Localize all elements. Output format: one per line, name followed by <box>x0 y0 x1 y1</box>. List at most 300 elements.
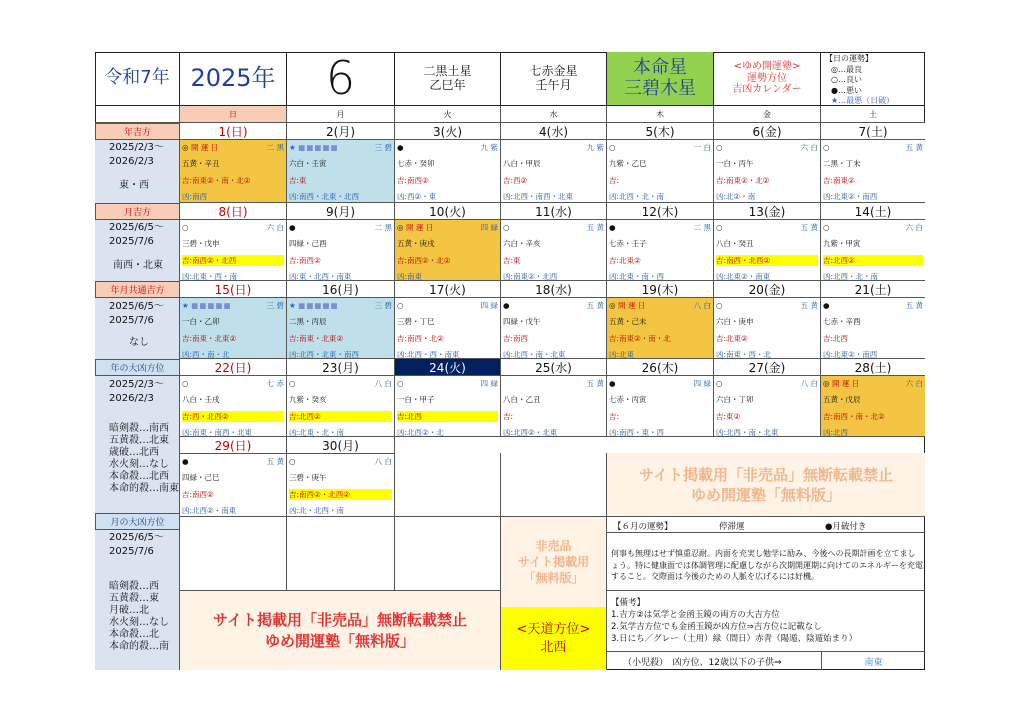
fortune-title-row <box>607 517 925 533</box>
day-cell[interactable] <box>607 359 714 437</box>
day-kichi: 吉:南西・北西② <box>716 255 818 266</box>
day-kichi: 吉:南西・南・北② <box>823 412 885 421</box>
kaiun-label: 開 運 日 <box>617 301 646 310</box>
day-nine-star: 四 緑 <box>480 223 498 232</box>
day-fortune-mark: ● <box>609 379 616 388</box>
day-row-star <box>289 456 392 467</box>
day-kanshi: 五黄・己未 <box>609 317 647 326</box>
month-star-name: 七赤金星 <box>529 63 578 78</box>
day-cell[interactable] <box>180 359 287 437</box>
year-star-name: 二黒土星 <box>423 63 472 78</box>
day-nine-star: 一 白 <box>693 143 711 152</box>
day-kanshi: 七赤・壬子 <box>609 239 647 248</box>
month-kanshi: 壬午月 <box>535 77 572 92</box>
tendo-direction <box>501 607 607 670</box>
day-date: 16(月) <box>287 281 394 298</box>
day-kyo: 凶:北西・北・南 <box>823 272 879 281</box>
day-cell[interactable] <box>287 359 395 437</box>
day-date: 21(土) <box>821 281 925 298</box>
tsuki-kippo-period1: 2025/6/5～ <box>109 222 164 233</box>
day-fortune-mark: ○ <box>503 223 510 232</box>
day-cell[interactable] <box>714 203 821 281</box>
day-kanshi: 九紫・癸亥 <box>289 395 327 404</box>
day-kanshi: 一白・甲子 <box>397 395 435 404</box>
notes-box <box>607 591 925 652</box>
day-row-star <box>716 300 818 311</box>
day-date: 28(土) <box>821 359 925 376</box>
nen-daikyo-item: 水火刻…なし <box>109 459 169 470</box>
day-kichi: 吉:北西② <box>289 411 392 422</box>
day-date: 15(日) <box>180 281 286 298</box>
watermark-bottom <box>180 591 501 670</box>
day-date: 25(水) <box>501 359 606 376</box>
honmei-label: 本命星 <box>633 56 687 78</box>
day-nine-star: 八 白 <box>800 379 818 388</box>
watermark-mid-line3: 「無料版」 <box>523 571 584 585</box>
day-kichi: 吉:西・北西② <box>182 411 284 422</box>
day-row-star <box>397 142 498 153</box>
day-row-star <box>716 142 818 153</box>
day-kanshi: 九紫・乙巳 <box>609 159 647 168</box>
day-kanshi: 五黄・戊辰 <box>823 395 861 404</box>
day-cell[interactable] <box>180 203 287 281</box>
day-cell[interactable] <box>501 359 607 437</box>
day-kichi: 吉:南西②・北西② <box>289 489 392 500</box>
day-nine-star: 五 黄 <box>800 301 818 310</box>
day-nine-star: 八 白 <box>374 379 392 388</box>
day-nine-star: 五 黄 <box>266 457 284 466</box>
nen-daikyo-item: 歳破…北西 <box>109 447 159 458</box>
day-nine-star: 四 緑 <box>693 379 711 388</box>
calendar-month: 6 <box>287 52 395 106</box>
day-cell[interactable] <box>180 437 287 517</box>
kaiun-label: 開 運 日 <box>831 379 860 388</box>
day-date: 11(水) <box>501 203 606 220</box>
common-kippo-header: 年月共通吉方 <box>95 281 180 298</box>
day-nine-star: 七 赤 <box>266 379 284 388</box>
day-date: 14(土) <box>821 203 925 220</box>
day-cell[interactable] <box>501 123 607 203</box>
day-nine-star: 六 白 <box>905 223 923 232</box>
day-cell[interactable] <box>714 281 821 359</box>
honmei-star <box>607 52 714 106</box>
day-date: 4(水) <box>501 123 606 140</box>
day-kichi: 吉: <box>609 176 620 185</box>
day-fortune-mark: ● <box>289 223 296 232</box>
day-fortune-mark: ○ <box>182 223 189 232</box>
day-kanshi: 九紫・甲寅 <box>823 239 861 248</box>
day-fortune-mark: ◎ <box>397 223 404 232</box>
tsuki-daikyo-list <box>109 581 169 653</box>
day-nine-star: 六 白 <box>800 143 818 152</box>
day-nine-star: 九 紫 <box>586 143 604 152</box>
day-fortune-mark: ● <box>503 301 510 310</box>
day-fortune-mark: ★ <box>289 301 296 310</box>
day-date: 19(木) <box>607 281 713 298</box>
day-date: 6(金) <box>714 123 820 140</box>
day-cell[interactable] <box>607 203 714 281</box>
empty-day-cell <box>501 453 607 517</box>
watermark-mid-line2: サイト掲載用 <box>517 555 590 569</box>
day-kichi: 吉:南西② <box>289 256 321 265</box>
daikyo-empty-cell <box>395 517 501 591</box>
day-nine-star: 五 黄 <box>586 379 604 388</box>
nen-kippo-dirs: 東・西 <box>119 180 149 191</box>
day-nine-star: 五 黄 <box>905 143 923 152</box>
day-cell[interactable] <box>714 359 821 437</box>
fortune-title: 【６月の運勢】 <box>613 522 673 532</box>
day-row-star <box>182 378 284 389</box>
day-kanshi: 八白・癸丑 <box>716 239 754 248</box>
day-kichi: 吉:南西 <box>503 334 529 343</box>
day-row-star <box>397 222 498 233</box>
nen-daikyo-item: 本命殺…北西 <box>109 471 169 482</box>
day-fortune-mark: ● <box>823 301 830 310</box>
brand-line3: 吉凶カレンダー <box>732 84 802 96</box>
day-kichi: 吉:南東②・南・北 <box>609 334 671 343</box>
watermark-bottom-line2: ゆめ開運塾「無料版」 <box>264 631 415 650</box>
day-date: 5(木) <box>607 123 713 140</box>
day-fortune-mark: ○ <box>609 143 616 152</box>
day-cell[interactable] <box>501 281 607 359</box>
day-kanshi: 八白・乙丑 <box>503 395 541 404</box>
day-kanshi: 七赤・丙寅 <box>609 395 647 404</box>
day-fortune-mark: ● <box>397 143 404 152</box>
weekday-wed: 水 <box>501 106 607 123</box>
day-cell[interactable] <box>714 123 821 203</box>
day-cell[interactable] <box>607 123 714 203</box>
day-kichi: 吉:北東② <box>609 256 641 265</box>
day-fortune-mark: ○ <box>716 301 723 310</box>
day-nine-star: 二 黒 <box>693 223 711 232</box>
day-kichi: 吉: <box>503 412 514 421</box>
tsuki-daikyo-item: 本命的殺…南 <box>109 641 169 652</box>
day-row-star <box>609 222 711 233</box>
day-nine-star: 五 黄 <box>586 301 604 310</box>
day-kanshi: 二黒・丁未 <box>823 159 861 168</box>
day-kyo: 凶:東・北西・南東 <box>289 272 352 281</box>
day-nine-star: 九 紫 <box>480 143 498 152</box>
day-kyo: 凶:北東②・南東 <box>716 272 771 281</box>
fortune-tsuki: ●月破付き <box>825 522 867 532</box>
watermark-middle <box>501 517 607 607</box>
day-kyo: 凶:南西・東・西 <box>609 428 665 437</box>
weekday-row <box>95 106 925 123</box>
day-date: 9(月) <box>287 203 394 220</box>
day-nine-star: 六 白 <box>266 223 284 232</box>
day-fortune-mark: ○ <box>397 379 404 388</box>
day-kichi: 吉:南東②・北② <box>716 176 770 185</box>
common-dirs: なし <box>129 337 149 348</box>
weekday-mon: 月 <box>287 106 395 123</box>
day-row-star <box>182 222 284 233</box>
day-kichi: 吉:南東・北東② <box>289 334 344 343</box>
kaiun-label: 開 運 日 <box>405 223 434 232</box>
tendo-dir: 北西 <box>540 639 567 655</box>
day-row-star: ★ ■■■■■ 三 碧 <box>182 301 284 310</box>
nen-daikyo-item: 本命的殺…南東 <box>109 483 179 494</box>
day-row-star <box>823 142 923 153</box>
day-kichi: 吉:北西② <box>823 255 923 266</box>
day-kichi: 吉:南西② <box>397 176 429 185</box>
day-row-star <box>182 142 284 153</box>
day-cell[interactable] <box>501 203 607 281</box>
weekday-sun: 日 <box>180 106 287 123</box>
day-cell[interactable] <box>180 123 287 203</box>
day-kyo: 凶:南東 <box>397 272 423 281</box>
day-kichi: 吉:南西② <box>182 490 214 499</box>
tsuki-daikyo-period2: 2025/7/6 <box>109 546 154 557</box>
day-kyo: 凶:北東・西・南 <box>182 272 238 281</box>
empty-day-cell <box>395 453 501 517</box>
day-kanshi: 五黄・庚戌 <box>397 239 435 248</box>
day-cell[interactable] <box>287 281 395 359</box>
shoni-dir: 南東 <box>821 652 925 670</box>
day-kichi: 吉:東 <box>503 256 521 265</box>
day-nine-star: 三 碧 <box>374 143 392 152</box>
watermark-right <box>607 453 925 517</box>
month-star <box>501 52 607 106</box>
nen-daikyo-item: 五黄殺…北東 <box>109 435 169 446</box>
day-kyo: 凶:北西・南・北東 <box>503 350 566 359</box>
day-fortune-mark: ○ <box>716 143 723 152</box>
day-kichi: 吉:北東② <box>716 334 748 343</box>
day-date: 12(木) <box>607 203 713 220</box>
year-star <box>395 52 501 106</box>
day-kanshi: 六白・丁卯 <box>716 395 754 404</box>
day-kyo: 凶:北西 <box>823 428 849 437</box>
day-nine-star: 五 黄 <box>905 301 923 310</box>
legend-item-worst: ★…最悪（日破） <box>831 96 895 105</box>
day-row-star <box>716 378 818 389</box>
day-kichi: 吉:東② <box>716 412 741 421</box>
day-nine-star: 五 黄 <box>586 223 604 232</box>
day-fortune-mark: ○ <box>397 301 404 310</box>
day-kichi: 吉:南西②・北西 <box>182 255 284 266</box>
tsuki-daikyo-item: 月破…北 <box>109 605 149 616</box>
day-date: 13(金) <box>714 203 820 220</box>
day-date: 26(木) <box>607 359 713 376</box>
day-row-star <box>609 378 711 389</box>
day-date: 29(日) <box>180 437 286 454</box>
day-kanshi: 三碧・戊申 <box>182 239 220 248</box>
shoni-row <box>607 652 925 670</box>
day-row-star <box>289 222 392 233</box>
brand-line1: <ゆめ開運塾> <box>733 61 801 73</box>
watermark-right-line1: サイト掲載用「非売品」無断転載禁止 <box>639 465 893 484</box>
day-kyo: 凶:北東・北・南 <box>289 428 345 437</box>
day-kanshi: 四緑・戊午 <box>503 317 541 326</box>
day-date: 18(水) <box>501 281 606 298</box>
day-fortune-mark: ○ <box>716 223 723 232</box>
tsuki-kippo-dirs: 南西・北東 <box>113 260 163 271</box>
tsuki-daikyo-item: 五黄殺…東 <box>109 593 159 604</box>
legend-item-best: ◎…最良 <box>831 64 862 74</box>
calendar-year: 2025年 <box>180 52 287 106</box>
day-kanshi: 五黄・辛丑 <box>182 159 220 168</box>
shoni-label: （小児殺） 凶方位、12歳以下の子供⇒ <box>623 658 782 668</box>
day-row-star <box>716 222 818 233</box>
day-nine-star: 四 緑 <box>480 379 498 388</box>
day-nine-star: 八 白 <box>693 301 711 310</box>
day-cell[interactable] <box>395 281 501 359</box>
day-kichi: 吉:南西・北② <box>397 334 444 343</box>
day-row-star <box>609 300 711 311</box>
day-cell[interactable] <box>821 203 925 281</box>
day-row-star <box>609 142 711 153</box>
nen-kippo-period2: 2026/2/3 <box>109 156 154 167</box>
watermark-right-line2: ゆめ開運塾「無料版」 <box>690 485 841 504</box>
day-cell[interactable] <box>395 123 501 203</box>
day-fortune-mark: ○ <box>289 457 296 466</box>
day-row-star <box>823 222 923 233</box>
day-kyo: 凶:西②・東 <box>397 192 437 201</box>
watermark-bottom-line1: サイト掲載用「非売品」無断転載禁止 <box>213 610 467 629</box>
day-row-star <box>289 378 392 389</box>
daikyo-empty-cell <box>180 517 287 591</box>
day-cell[interactable] <box>395 359 501 437</box>
day-row-star <box>397 300 498 311</box>
day-row-star <box>503 378 604 389</box>
day-kyo: 凶:南東②・北西 <box>503 272 558 281</box>
kaiun-label: 開 運 日 <box>190 143 219 152</box>
day-date: 2(月) <box>287 123 394 140</box>
day-kyo: 凶:北②・南 <box>716 192 756 201</box>
day-kyo: 凶:北・北西・南 <box>289 506 345 515</box>
nen-daikyo-period1: 2025/2/3～ <box>109 379 164 390</box>
day-kanshi: 八白・壬戌 <box>182 395 220 404</box>
day-fortune-mark: ◎ <box>823 379 830 388</box>
day-kyo: 凶:南西 <box>182 192 208 201</box>
day-date: 22(日) <box>180 359 286 376</box>
day-cell[interactable] <box>180 281 287 359</box>
day-kanshi: 四緑・己巳 <box>182 473 220 482</box>
day-kichi: 吉:北西 <box>823 334 849 343</box>
weekday-sat: 土 <box>821 106 925 123</box>
day-cell[interactable] <box>821 281 925 359</box>
day-nine-star: 六 白 <box>905 379 923 388</box>
day-kanshi: 八白・甲辰 <box>503 159 541 168</box>
day-fortune-mark: ○ <box>182 379 189 388</box>
day-fortune-mark: ★ <box>289 143 296 152</box>
day-nine-star: 三 碧 <box>266 301 284 310</box>
day-row-star <box>503 142 604 153</box>
nen-daikyo-item: 暗剣殺…南西 <box>109 423 169 434</box>
weekday-thu: 木 <box>607 106 714 123</box>
tsuki-kippo-period2: 2025/7/6 <box>109 236 154 247</box>
day-date: 1(日) <box>180 123 286 140</box>
day-cell[interactable] <box>821 123 925 203</box>
day-nine-star: 二 黒 <box>374 223 392 232</box>
day-kichi: 吉:南東②・南・北② <box>182 176 251 185</box>
tsuki-daikyo-header: 月の大凶方位 <box>95 513 180 530</box>
day-row-star <box>397 378 498 389</box>
day-kyo: 凶:南東・南西・北東 <box>182 428 253 437</box>
day-kyo: 凶:北西・西・南東 <box>397 350 460 359</box>
day-kanshi: 七赤・辛酉 <box>823 317 861 326</box>
honmei-name: 三碧木星 <box>624 77 696 99</box>
legend-item-bad: ●…悪い <box>831 85 862 95</box>
weekday-tue: 火 <box>395 106 501 123</box>
day-date: 20(金) <box>714 281 820 298</box>
weekday-corner <box>95 106 180 123</box>
day-nine-star: 八 白 <box>374 457 392 466</box>
day-nine-star: 三 碧 <box>374 301 392 310</box>
common-period2: 2025/7/6 <box>109 315 154 326</box>
day-kichi: 吉: <box>609 412 620 421</box>
day-kanshi: 一白・丙午 <box>716 159 754 168</box>
legend-title: 【日の運勢】 <box>825 54 873 63</box>
day-kanshi: 六白・庚申 <box>716 317 754 326</box>
day-fortune-mark: ○ <box>289 379 296 388</box>
day-date: 7(土) <box>821 123 925 140</box>
day-cell[interactable] <box>607 281 714 359</box>
day-kichi: 吉:南東② <box>823 176 855 185</box>
day-kyo: 凶:西・南・北 <box>182 350 230 359</box>
day-kyo: 凶:南西・北東・北西 <box>289 192 360 201</box>
day-fortune-mark: ◎ <box>182 143 189 152</box>
tsuki-daikyo-period1: 2025/6/5～ <box>109 532 164 543</box>
day-cell[interactable] <box>287 437 395 517</box>
day-kanshi: 一白・乙卯 <box>182 317 220 326</box>
day-kyo: 凶:北東②・南西 <box>823 350 878 359</box>
nen-daikyo-header: 年の大凶方位 <box>95 359 180 376</box>
day-kyo: 凶:北西②・南東 <box>182 506 237 515</box>
notes-item: 1.吉方②は気学と金函玉鏡の両方の大吉方位 <box>611 610 780 620</box>
sidebar <box>95 123 180 670</box>
brand-title <box>714 52 821 106</box>
day-cell[interactable] <box>287 203 395 281</box>
day-fortune-mark: ● <box>182 457 189 466</box>
day-date: 30(月) <box>287 437 394 454</box>
day-cell[interactable] <box>821 359 925 437</box>
day-kichi: 吉:西② <box>503 176 528 185</box>
day-kichi: 吉:北西 <box>397 411 498 422</box>
day-fortune-mark: ◎ <box>609 301 616 310</box>
day-nine-star: 二 黒 <box>266 143 284 152</box>
day-date: 17(火) <box>395 281 500 298</box>
day-cell[interactable] <box>287 123 395 203</box>
nen-daikyo-list <box>109 423 179 495</box>
day-kichi: 吉:東 <box>289 176 307 185</box>
day-kyo: 凶:北東 <box>609 350 635 359</box>
fortune-legend <box>821 52 925 106</box>
day-fortune-mark: ● <box>609 223 616 232</box>
weekday-fri: 金 <box>714 106 821 123</box>
tsuki-kippo-header: 月吉方 <box>95 203 180 220</box>
day-cell[interactable] <box>395 203 501 281</box>
day-kanshi: 三碧・庚午 <box>289 473 327 482</box>
day-date: 3(火) <box>395 123 500 140</box>
tendo-title: <天道方位> <box>516 621 591 637</box>
day-nine-star: 五 黄 <box>800 223 818 232</box>
legend-item-good: ○…良い <box>831 75 862 84</box>
day-kyo: 凶:北西・南西・北東 <box>503 192 574 201</box>
day-fortune-mark: ○ <box>716 379 723 388</box>
day-date: 8(日) <box>180 203 286 220</box>
tsuki-daikyo-item: 暗剣殺…西 <box>109 581 159 592</box>
day-kichi: 吉:南西②・北② <box>397 256 451 265</box>
day-date: 10(火) <box>395 203 500 220</box>
day-kyo: 凶:南東・西・北 <box>716 350 772 359</box>
day-date: 23(月) <box>287 359 394 376</box>
day-fortune-mark: ○ <box>823 143 830 152</box>
day-kyo: 凶:北西②・北東 <box>503 428 558 437</box>
day-kanshi: 二黒・丙辰 <box>289 317 327 326</box>
day-kanshi: 四緑・己酉 <box>289 239 327 248</box>
day-kyo: 凶:北西・北・南 <box>609 192 665 201</box>
notes-title: 【備考】 <box>611 598 646 608</box>
